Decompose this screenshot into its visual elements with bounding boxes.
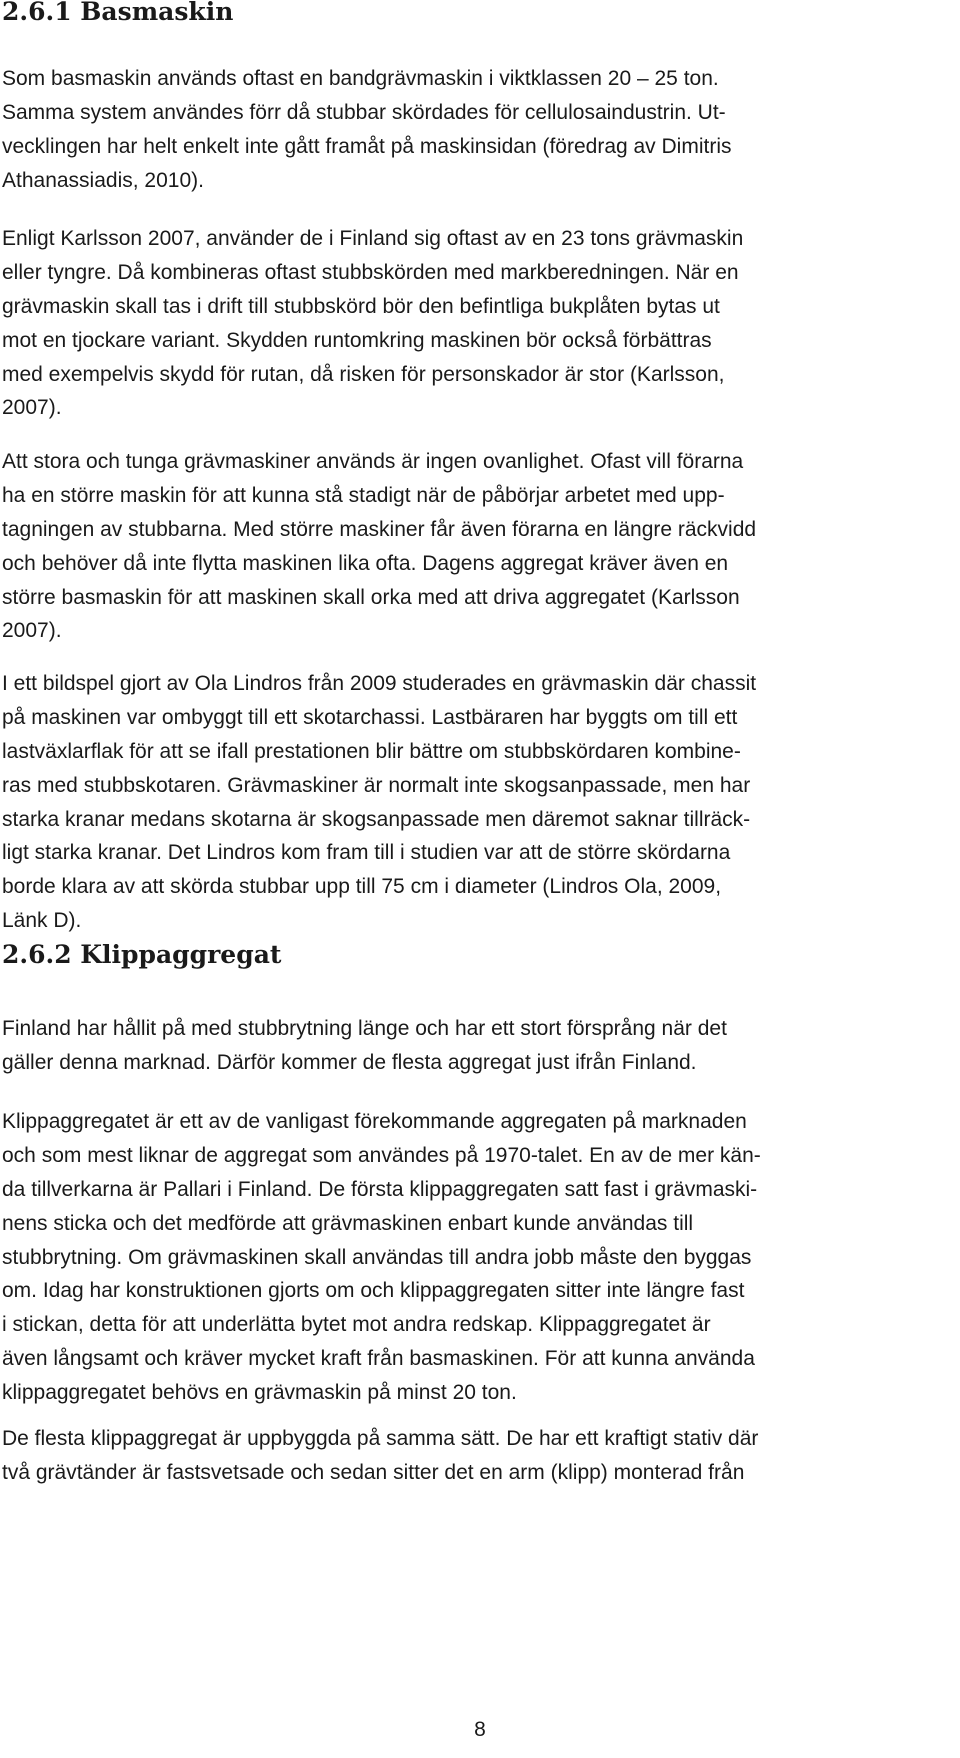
text-line: Länk D).: [2, 909, 82, 933]
text-line: ras med stubbskotaren. Grävmaskiner är normalt inte skogsanpassade, men har: [2, 773, 751, 797]
text-line: I ett bildspel gjort av Ola Lindros från 2009 studerades en grävmaskin där chassit: [2, 672, 757, 695]
text-line: De flesta klippaggregat är uppbyggda på samma sätt. De har ett kraftigt stativ där: [2, 1427, 759, 1450]
paragraph-1-3: [2, 445, 950, 648]
paragraph-1-2: [2, 222, 950, 425]
text-line: ha en större maskin för att kunna stå stadigt när de påbörjar arbetet med upp-: [2, 483, 725, 507]
paragraph-1-1: [2, 62, 950, 198]
text-line: Som basmaskin används oftast en bandgrävmaskin i viktklassen 20 – 25 ton.: [2, 67, 719, 90]
text-line: och som mest liknar de aggregat som användes på 1970-talet. En av de mer kän-: [2, 1143, 761, 1167]
text-line: även långsamt och kräver mycket kraft från basmaskinen. För att kunna använda: [2, 1347, 755, 1371]
text-line: stubbrytning. Om grävmaskinen skall användas till andra jobb måste den byggas: [2, 1245, 752, 1269]
text-line: i stickan, detta för att underlätta bytet mot andra redskap. Klippaggregatet är: [2, 1313, 711, 1337]
text-line: nens sticka och det medförde att grävmaskinen enbart kunde användas till: [2, 1211, 694, 1235]
text-line: borde klara av att skörda stubbar upp till 75 cm i diameter (Lindros Ola, 2009,: [2, 875, 722, 899]
text-line: två grävtänder är fastsvetsade och sedan sitter det en arm (klipp) monterad från: [2, 1460, 745, 1484]
text-line: lastväxlarflak för att se ifall prestationen blir bättre om stubbskördaren kombine-: [2, 739, 741, 763]
text-line: 2007).: [2, 619, 62, 643]
paragraph-2-1: [2, 1012, 950, 1080]
text-line: och behöver då inte flytta maskinen lika ofta. Dagens aggregat kräver även en: [2, 551, 729, 575]
text-line: Att stora och tunga grävmaskiner används är ingen ovanlighet. Ofast vill förarna: [2, 450, 744, 473]
paragraph-1-4: [2, 667, 950, 938]
section-heading-klippaggregat: 2.6.2 Klippaggregat: [2, 940, 282, 969]
text-line: gäller denna marknad. Därför kommer de flesta aggregat just ifrån Finland.: [2, 1050, 697, 1074]
text-line: Klippaggregatet är ett av de vanligast förekommande aggregaten på marknaden: [2, 1110, 747, 1133]
text-line: Samma system användes förr då stubbar skördades för cellulosaindustrin. Ut-: [2, 100, 726, 124]
text-line: vecklingen har helt enkelt inte gått framåt på maskinsidan (föredrag av Dimitris: [2, 134, 732, 158]
text-line: eller tyngre. Då kombineras oftast stubbskörden med markberedningen. När en: [2, 260, 739, 284]
text-line: tagningen av stubbarna. Med större maskiner får även förarna en längre räckvidd: [2, 517, 757, 541]
text-line: på maskinen var ombyggt till ett skotarchassi. Lastbäraren har byggts om till ett: [2, 705, 738, 729]
section-heading-basmaskin: 2.6.1 Basmaskin: [2, 0, 234, 26]
text-line: ligt starka kranar. Det Lindros kom fram till i studien var att de större skördarna: [2, 841, 731, 865]
paragraph-2-3: [2, 1422, 950, 1490]
text-line: da tillverkarna är Pallari i Finland. De första klippaggregaten satt fast i grävmaski-: [2, 1177, 758, 1201]
text-line: mot en tjockare variant. Skydden runtomkring maskinen bör också förbättras: [2, 328, 712, 352]
text-line: Finland har hållit på med stubbrytning länge och har ett stort försprång när det: [2, 1017, 727, 1040]
text-line: 2007).: [2, 396, 62, 420]
paragraph-2-2: [2, 1105, 950, 1410]
text-line: starka kranar medans skotarna är skogsanpassade men däremot saknar tillräck-: [2, 807, 751, 831]
text-line: klippaggregatet behövs en grävmaskin på minst 20 ton.: [2, 1381, 517, 1405]
text-line: om. Idag har konstruktionen gjorts om och klippaggregaten sitter inte längre fast: [2, 1279, 745, 1303]
text-line: Athanassiadis, 2010).: [2, 168, 204, 192]
text-line: grävmaskin skall tas i drift till stubbskörd bör den befintliga bukplåten bytas ut: [2, 294, 720, 318]
text-line: större basmaskin för att maskinen skall orka med att driva aggregatet (Karlsson: [2, 585, 740, 609]
text-line: Enligt Karlsson 2007, använder de i Finland sig oftast av en 23 tons grävmaskin: [2, 227, 744, 250]
text-line: med exempelvis skydd för rutan, då risken för personskador är stor (Karlsson,: [2, 362, 725, 386]
page-number: 8: [474, 1718, 486, 1741]
